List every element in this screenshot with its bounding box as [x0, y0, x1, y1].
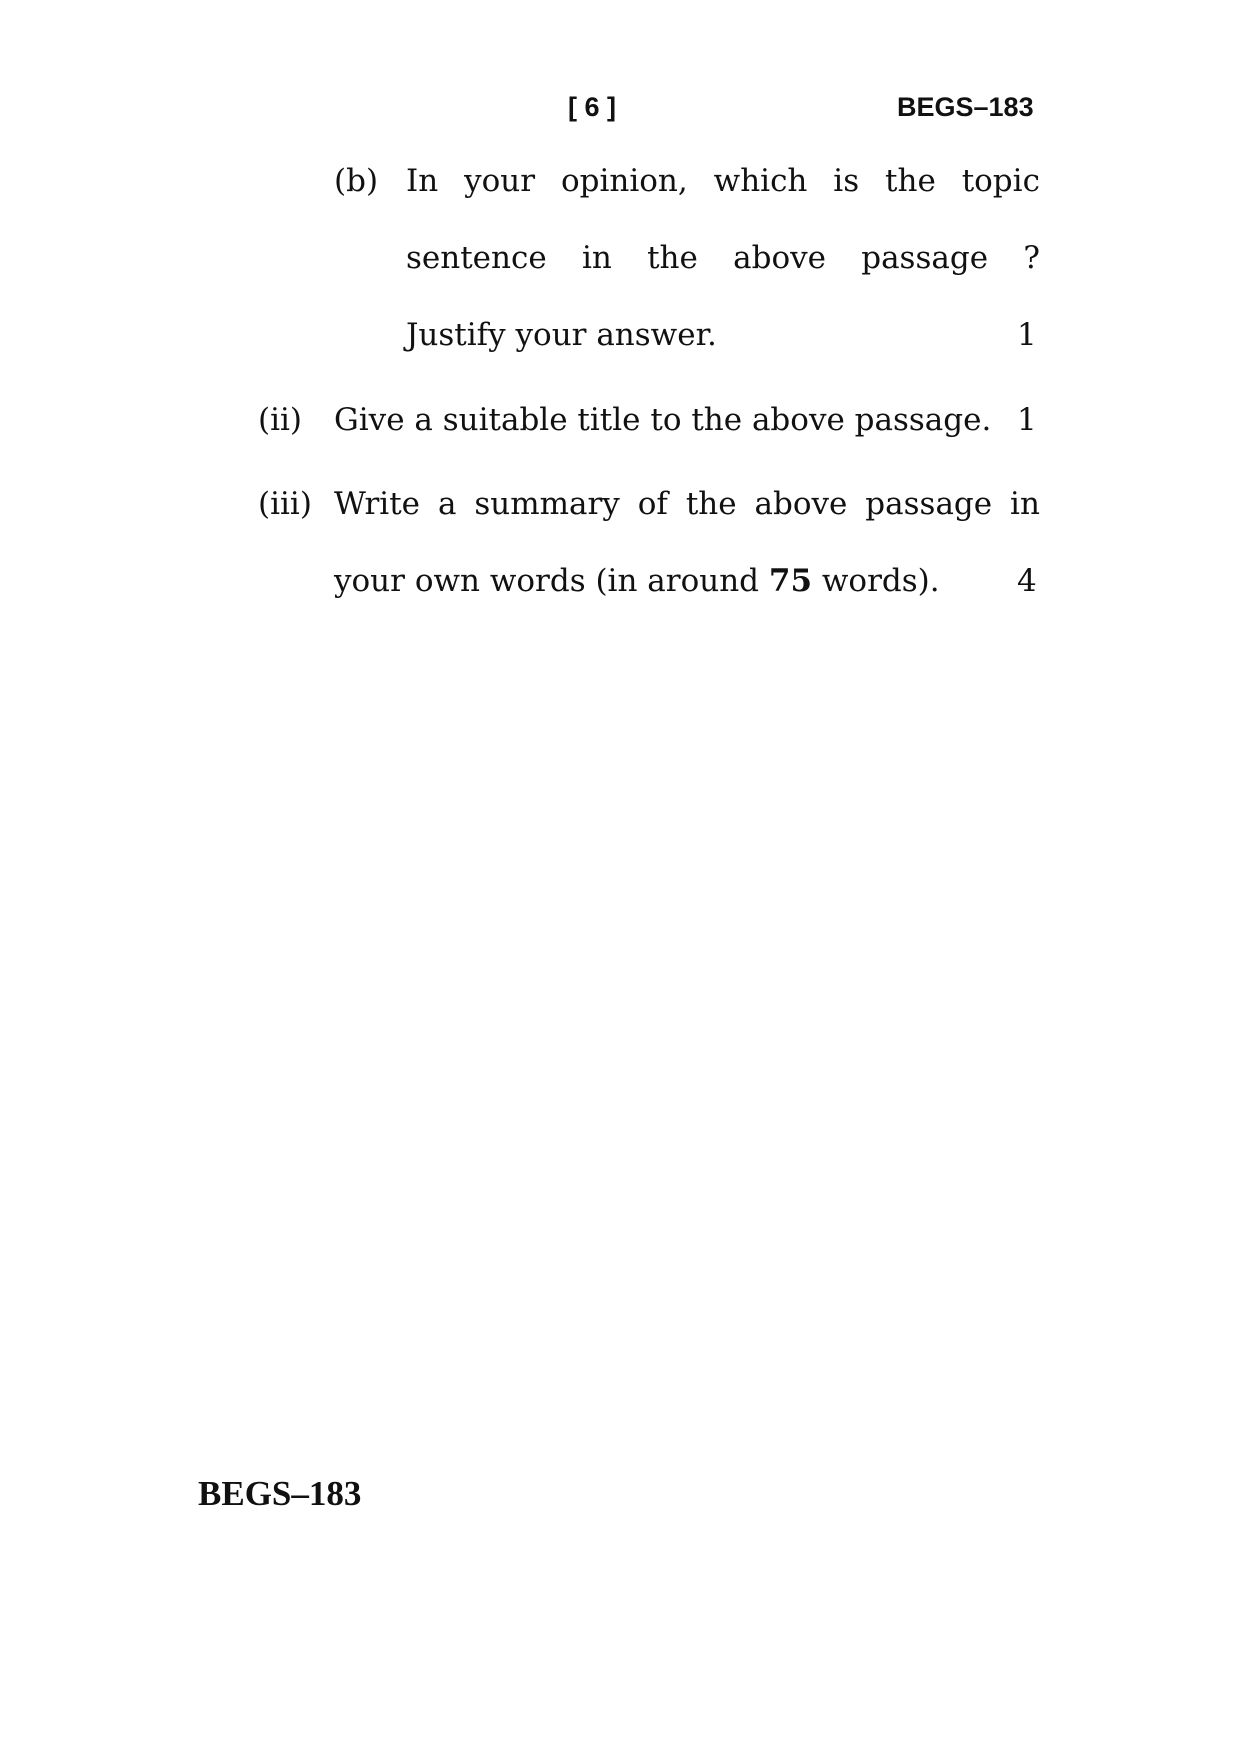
- word: In: [406, 163, 439, 199]
- word: a: [437, 486, 457, 522]
- question-iii-line-1: [334, 486, 1040, 522]
- question-ii-text: Give a suitable title to the above passage.: [334, 402, 992, 438]
- question-iii-marks: 4: [1017, 563, 1037, 599]
- question-iii-label: (iii): [258, 486, 312, 522]
- word: above: [754, 486, 848, 522]
- question-b-line-2: [406, 240, 1040, 276]
- question-ii-label: (ii): [258, 402, 303, 438]
- question-iii-line-2: [334, 563, 940, 599]
- word: topic: [961, 163, 1040, 199]
- question-ii-marks: 1: [1017, 402, 1037, 438]
- word: ?: [1023, 240, 1040, 276]
- word: the: [647, 240, 698, 276]
- word: above: [733, 240, 826, 276]
- word: passage: [861, 240, 989, 276]
- footer-course-code: BEGS–183: [198, 1474, 362, 1513]
- word: of: [637, 486, 668, 522]
- text-segment: your own words (in around: [334, 563, 769, 599]
- word: in: [1010, 486, 1040, 522]
- header-course-code: BEGS–183: [897, 92, 1034, 122]
- word: the: [885, 163, 936, 199]
- word: in: [581, 240, 612, 276]
- page-number: [ 6 ]: [568, 92, 617, 122]
- word: your: [464, 163, 536, 199]
- word: sentence: [406, 240, 547, 276]
- word: which: [713, 163, 808, 199]
- text-segment: words).: [812, 563, 940, 599]
- question-b-label: (b): [334, 163, 379, 199]
- word: the: [685, 486, 737, 522]
- word: summary: [474, 486, 620, 522]
- word: is: [833, 163, 860, 199]
- question-b-line-1: [406, 163, 1040, 199]
- question-b-line-3: Justify your answer.: [406, 317, 717, 353]
- word: opinion,: [560, 163, 688, 199]
- word: Write: [334, 486, 421, 522]
- word-limit: 75: [768, 563, 813, 599]
- question-b-marks: 1: [1017, 317, 1037, 353]
- word: passage: [865, 486, 993, 522]
